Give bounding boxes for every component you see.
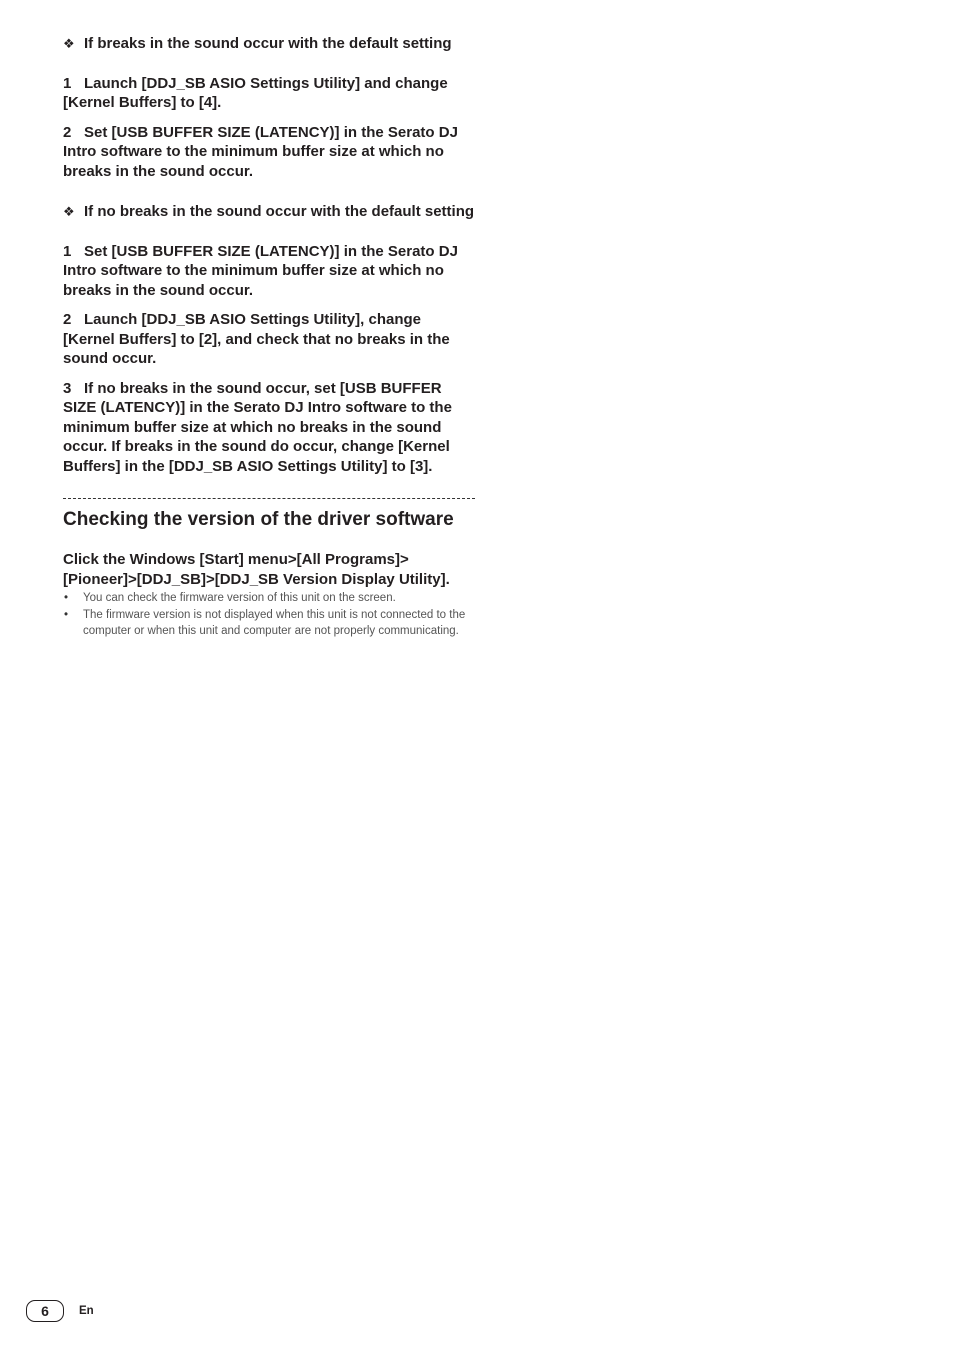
bullet-icon: • bbox=[64, 608, 69, 621]
note-text: You can check the firmware version of this unit on the screen. bbox=[83, 592, 396, 604]
step-2 bbox=[63, 123, 475, 182]
subsection-heading-breaks-occur bbox=[63, 34, 475, 54]
step-text: Set [USB BUFFER SIZE (LATENCY)] in the Serato DJ Intro software to the minimum buffer size at which no breaks in the sound occur. bbox=[63, 123, 458, 180]
section-title: Checking the version of the driver software bbox=[63, 509, 454, 530]
step-1 bbox=[63, 74, 475, 113]
step-2 bbox=[63, 310, 475, 369]
language-label: En bbox=[79, 1305, 94, 1317]
page-number: 6 bbox=[26, 1300, 64, 1322]
step-text: Set [USB BUFFER SIZE (LATENCY)] in the Serato DJ Intro software to the minimum buffer size at which no breaks in the sound occur. bbox=[63, 242, 458, 299]
step-number: 1 bbox=[63, 74, 72, 92]
step-number: 1 bbox=[63, 242, 72, 260]
instruction: Click the Windows [Start] menu>[All Programs]>[Pioneer]>[DDJ_SB]>[DDJ_SB Version Display Utility]. bbox=[63, 551, 450, 588]
note-text: The firmware version is not displayed when this unit is not connected to the computer or when this unit and computer are not properly communicating. bbox=[83, 608, 466, 638]
bullet-icon: • bbox=[64, 592, 69, 604]
subsection-heading-text: If breaks in the sound occur with the default setting bbox=[84, 35, 452, 52]
note-list bbox=[63, 590, 475, 640]
diamond-bullet-icon: ❖ bbox=[63, 36, 75, 51]
step-text: Launch [DDJ_SB ASIO Settings Utility], change [Kernel Buffers] to [2], and check that no breaks in the sound occur. bbox=[63, 311, 450, 367]
step-3 bbox=[63, 379, 475, 477]
diamond-bullet-icon: ❖ bbox=[63, 204, 75, 219]
step-number: 2 bbox=[63, 123, 72, 141]
list-item bbox=[63, 590, 475, 607]
content-column bbox=[63, 34, 475, 640]
step-number: 3 bbox=[63, 379, 72, 397]
list-item bbox=[63, 607, 475, 640]
step-number: 2 bbox=[63, 311, 72, 328]
subsection-heading-no-breaks bbox=[63, 202, 475, 222]
section-divider bbox=[63, 498, 475, 499]
step-1 bbox=[63, 242, 475, 301]
step-text: If no breaks in the sound occur, set [USB BUFFER SIZE (LATENCY)] in the Serato DJ Intro software to the minimum buffer size at which no breaks in the sound occur. If breaks in the sound do occur, change [Kernel Buffers] in the [DDJ_SB ASIO Settings Utility] to [3]. bbox=[63, 379, 452, 475]
subsection-heading-text: If no breaks in the sound occur with the default setting bbox=[84, 203, 475, 220]
step-text: Launch [DDJ_SB ASIO Settings Utility] and change [Kernel Buffers] to [4]. bbox=[63, 74, 448, 111]
